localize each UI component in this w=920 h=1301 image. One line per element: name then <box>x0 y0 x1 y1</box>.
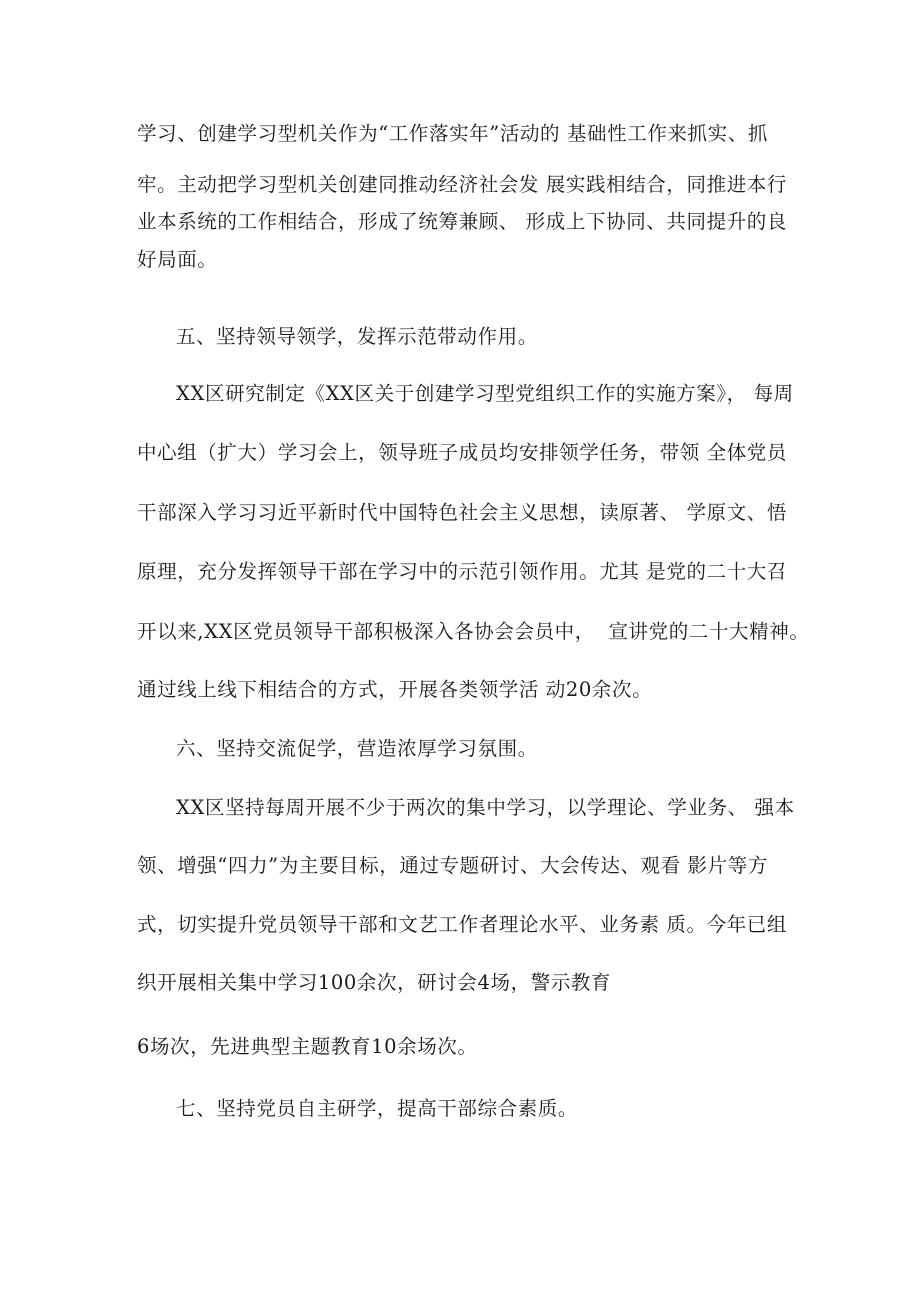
body-line-14: 领、增强“四力”为主要目标，通过专题研讨、大会传达、观看 影片等方 <box>137 854 768 877</box>
body-line-9: 原理，充分发挥领导干部在学习中的示范引领作用。尤其 是党的二十大召 <box>137 560 787 583</box>
section-heading-7: 七、坚持党员自主研学，提高干部综合素质。 <box>176 1097 579 1120</box>
body-line-8: 干部深入学习习近平新时代中国特色社会主义思想，读原著、 学原文、悟 <box>137 501 787 524</box>
body-line-6: XX区研究制定《XX区关于创建学习型党组织工作的实施方案》， 每周 <box>176 382 794 405</box>
body-line-10: 开以来,XX区党员领导干部积极深入各协会会员中， 宣讲党的二十大精神。 <box>137 620 810 643</box>
section-heading-5: 五、坚持领导领学，发挥示范带动作用。 <box>176 325 538 348</box>
body-line-13: XX区坚持每周开展不少于两次的集中学习，以学理论、学业务、 强本 <box>176 796 795 819</box>
body-line-16: 织开展相关集中学习100余次，研讨会4场，警示教育 <box>137 971 612 994</box>
body-line-11: 通过线上线下相结合的方式，开展各类领学活 动20余次。 <box>137 678 653 701</box>
section-heading-6: 六、坚持交流促学，营造浓厚学习氛围。 <box>176 737 538 760</box>
body-line-7: 中心组（扩大）学习会上，领导班子成员均安排领学任务，带领 全体党员 <box>137 441 787 464</box>
body-line-15: 式，切实提升党员领导干部和文艺工作者理论水平、业务素 质。今年已组 <box>137 913 787 936</box>
body-line-4: 好局面。 <box>137 248 218 271</box>
body-line-3: 业本系统的工作相结合，形成了统筹兼顾、 形成上下协同、共同提升的良 <box>137 210 787 233</box>
body-line-2: 牢。主动把学习型机关创建同推动经济社会发 展实践相结合，同推进本行 <box>137 173 787 196</box>
body-line-1: 学习、创建学习型机关作为“工作落实年”活动的 基础性工作来抓实、抓 <box>137 122 768 145</box>
body-line-17: 6场次，先进典型主题教育10余场次。 <box>137 1035 478 1058</box>
